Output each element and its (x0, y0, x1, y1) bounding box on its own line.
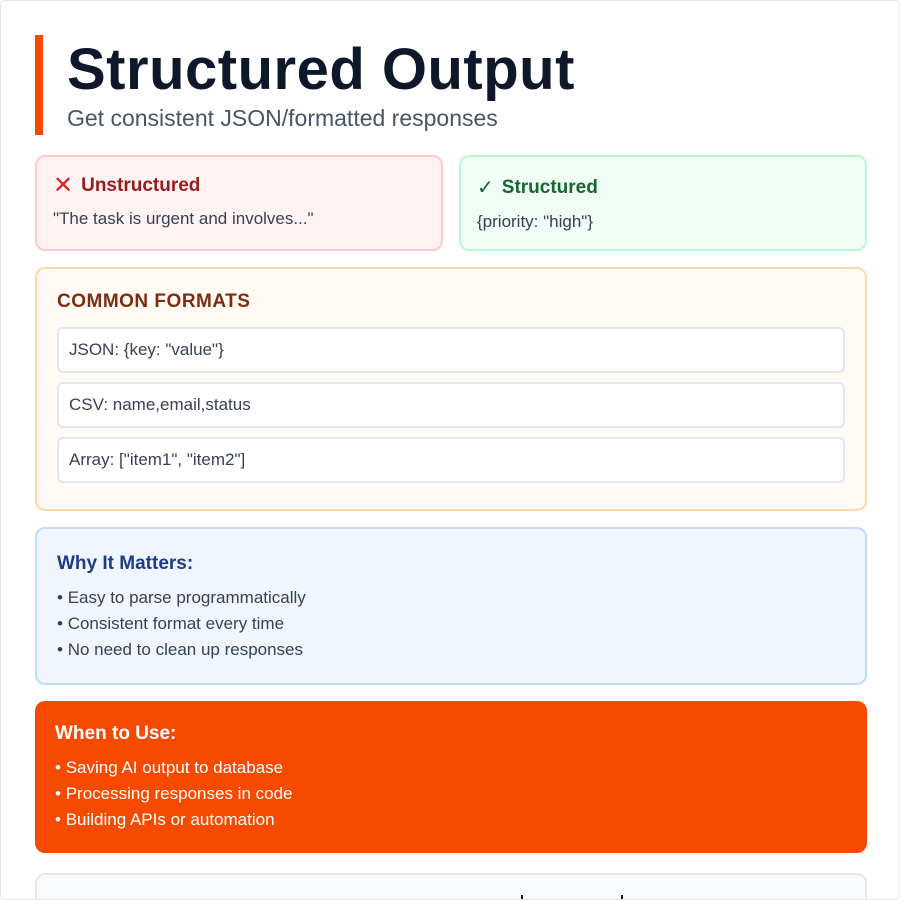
format-list (57, 327, 845, 483)
when-to-use-title: When to Use: (55, 723, 177, 744)
list-item: • Easy to parse programmatically (57, 585, 845, 611)
partial-bottom-card (35, 873, 867, 900)
page-header (35, 35, 865, 135)
when-list (55, 755, 847, 833)
x-icon: ✕ (53, 172, 74, 199)
list-item: • Building APIs or automation (55, 807, 847, 833)
unstructured-example: "The task is urgent and involves..." (53, 209, 314, 228)
why-it-matters-card (35, 527, 867, 685)
format-item-csv: CSV: name,email,status (57, 382, 845, 428)
partial-content (485, 895, 625, 900)
tick-mark (621, 895, 623, 900)
list-item: • Processing responses in code (55, 781, 847, 807)
structured-card (459, 155, 867, 251)
unstructured-label: Unstructured (81, 175, 201, 196)
tick-mark (521, 895, 523, 900)
check-icon: ✓ (477, 177, 494, 199)
why-it-matters-title: Why It Matters: (57, 553, 194, 574)
page-subtitle: Get consistent JSON/formatted responses (67, 105, 498, 131)
page-title: Structured Output (67, 37, 575, 102)
common-formats-title: COMMON FORMATS (57, 291, 251, 312)
when-to-use-card (35, 701, 867, 853)
format-item-array: Array: ["item1", "item2"] (57, 437, 845, 483)
list-item: • Consistent format every time (57, 611, 845, 637)
unstructured-header (53, 172, 425, 199)
structured-label: Structured (501, 176, 598, 198)
list-item: • Saving AI output to database (55, 755, 847, 781)
structured-header (477, 175, 849, 200)
structured-example: {priority: "high"} (477, 212, 594, 231)
unstructured-card (35, 155, 443, 251)
why-list (57, 585, 845, 663)
format-item-json: JSON: {key: "value"} (57, 327, 845, 373)
common-formats-card (35, 267, 867, 511)
list-item: • No need to clean up responses (57, 637, 845, 663)
